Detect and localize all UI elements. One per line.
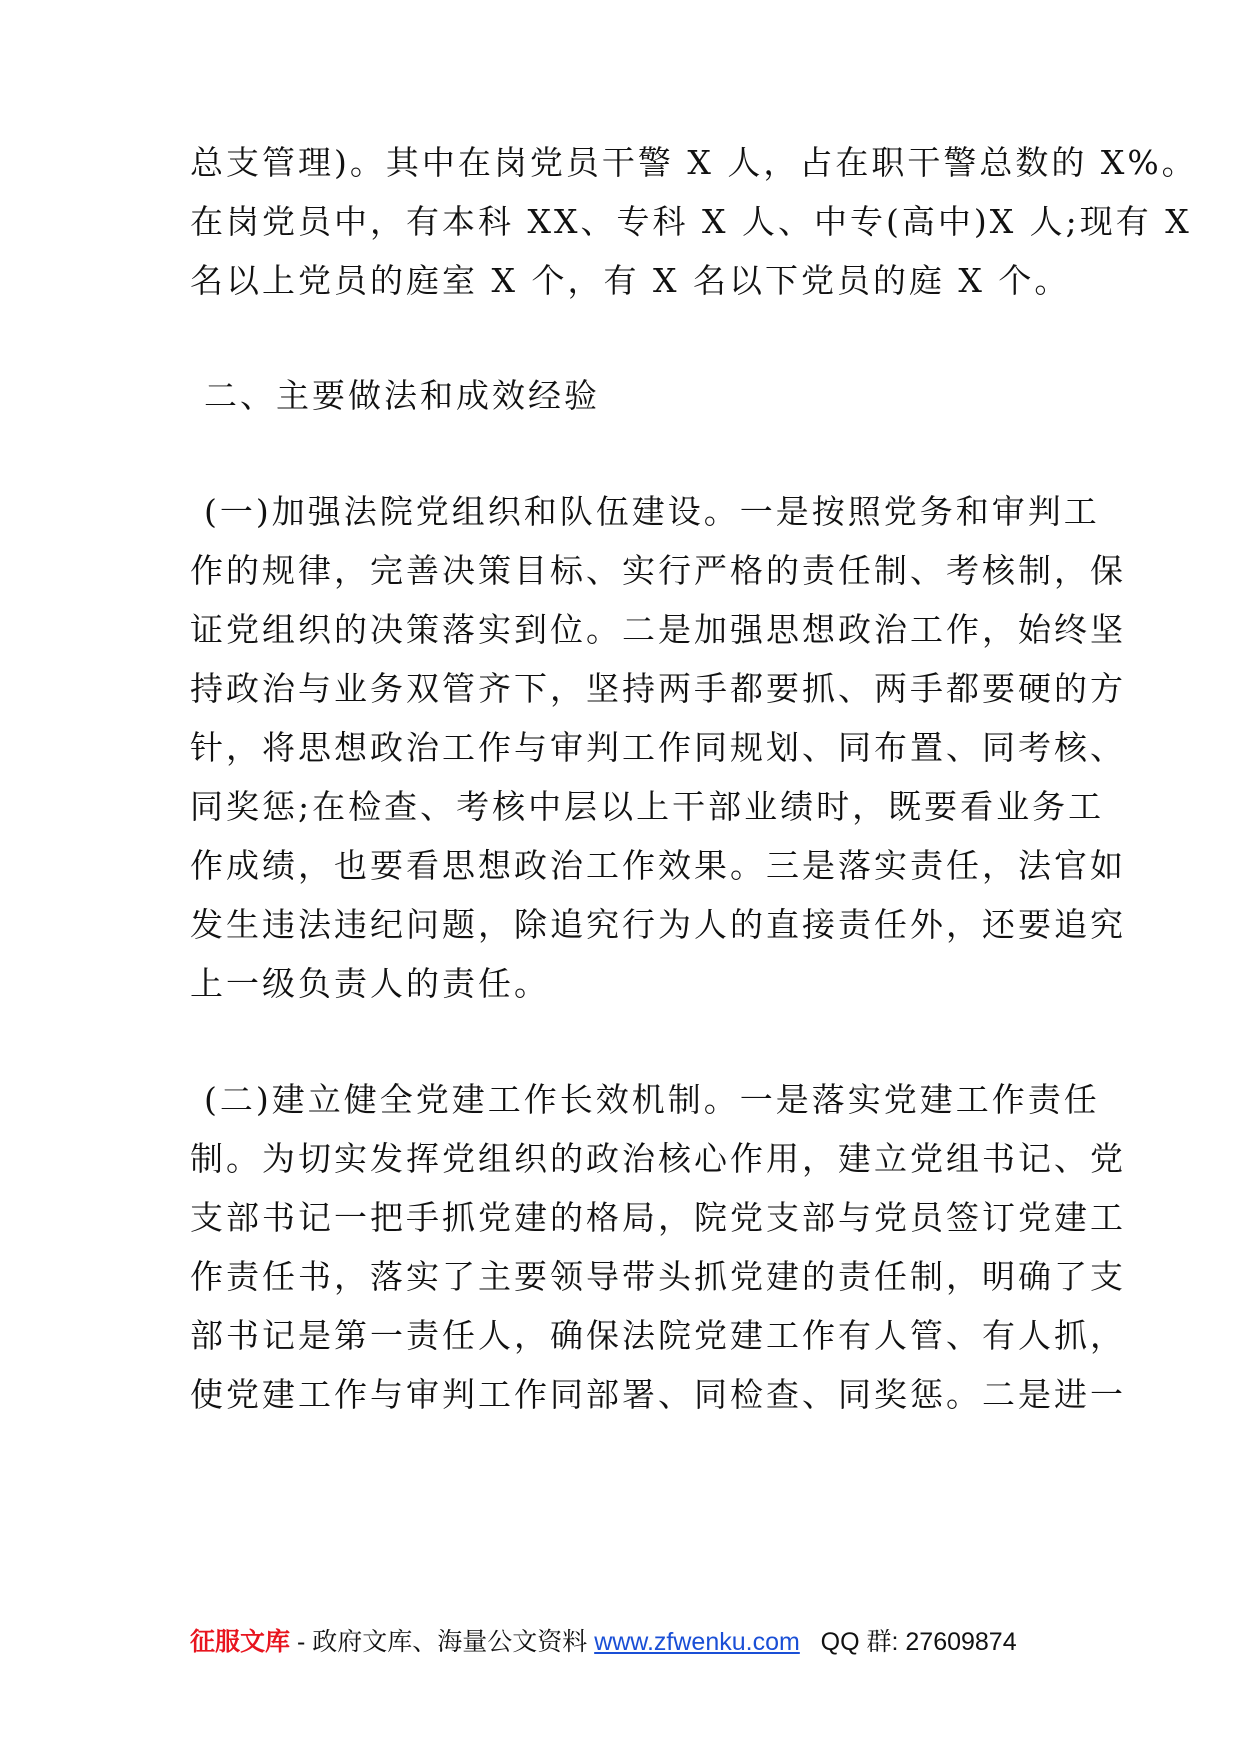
paragraph-two-line-1: (二)建立健全党建工作长效机制。一是落实党建工作责任 xyxy=(204,1080,1100,1119)
paragraph-intro-line-1: 总支管理)。其中在岗党员干警 X 人，占在职干警总数的 X%。 xyxy=(190,143,1198,182)
footer-qq-group: QQ 群: 27609874 xyxy=(820,1628,1017,1656)
paragraph-one-line-2: 作的规律，完善决策目标、实行严格的责任制、考核制，保 xyxy=(190,551,1126,590)
paragraph-one-line-7: 作成绩，也要看思想政治工作效果。三是落实责任，法官如 xyxy=(190,846,1126,885)
paragraph-one-line-9: 上一级负责人的责任。 xyxy=(190,964,550,1003)
footer-description: 政府文库、海量公文资料 xyxy=(312,1628,595,1656)
paragraph-two-line-3: 支部书记一把手抓党建的格局，院党支部与党员签订党建工 xyxy=(190,1198,1126,1237)
paragraph-intro-line-2: 在岗党员中，有本科 XX、专科 X 人、中专(高中)X 人;现有 X xyxy=(190,202,1192,241)
footer-url-link[interactable]: www.zfwenku.com xyxy=(594,1628,800,1656)
page-footer xyxy=(190,1622,1070,1662)
paragraph-one-line-5: 针，将思想政治工作与审判工作同规划、同布置、同考核、 xyxy=(190,728,1126,767)
paragraph-two-line-4: 作责任书，落实了主要领导带头抓党建的责任制，明确了支 xyxy=(190,1257,1126,1296)
section-heading: 二、主要做法和成效经验 xyxy=(204,376,600,415)
paragraph-one-line-6: 同奖惩;在检查、考核中层以上干部业绩时，既要看业务工 xyxy=(190,787,1105,826)
paragraph-two-line-6: 使党建工作与审判工作同部署、同检查、同奖惩。二是进一 xyxy=(190,1375,1126,1414)
paragraph-one-line-4: 持政治与业务双管齐下，坚持两手都要抓、两手都要硬的方 xyxy=(190,669,1126,708)
paragraph-two-line-5: 部书记是第一责任人，确保法院党建工作有人管、有人抓， xyxy=(190,1316,1126,1355)
paragraph-one-line-8: 发生违法违纪问题，除追究行为人的直接责任外，还要追究 xyxy=(190,905,1126,944)
footer-separator: - xyxy=(290,1628,313,1656)
paragraph-two-line-2: 制。为切实发挥党组织的政治核心作用，建立党组书记、党 xyxy=(190,1139,1126,1178)
footer-brand: 征服文库 xyxy=(190,1628,291,1656)
paragraph-one-line-1: (一)加强法院党组织和队伍建设。一是按照党务和审判工 xyxy=(204,492,1100,531)
paragraph-intro-line-3: 名以上党员的庭室 X 个，有 X 名以下党员的庭 X 个。 xyxy=(190,261,1071,300)
paragraph-one-line-3: 证党组织的决策落实到位。二是加强思想政治工作，始终坚 xyxy=(190,610,1126,649)
footer-spacer xyxy=(800,1628,821,1656)
